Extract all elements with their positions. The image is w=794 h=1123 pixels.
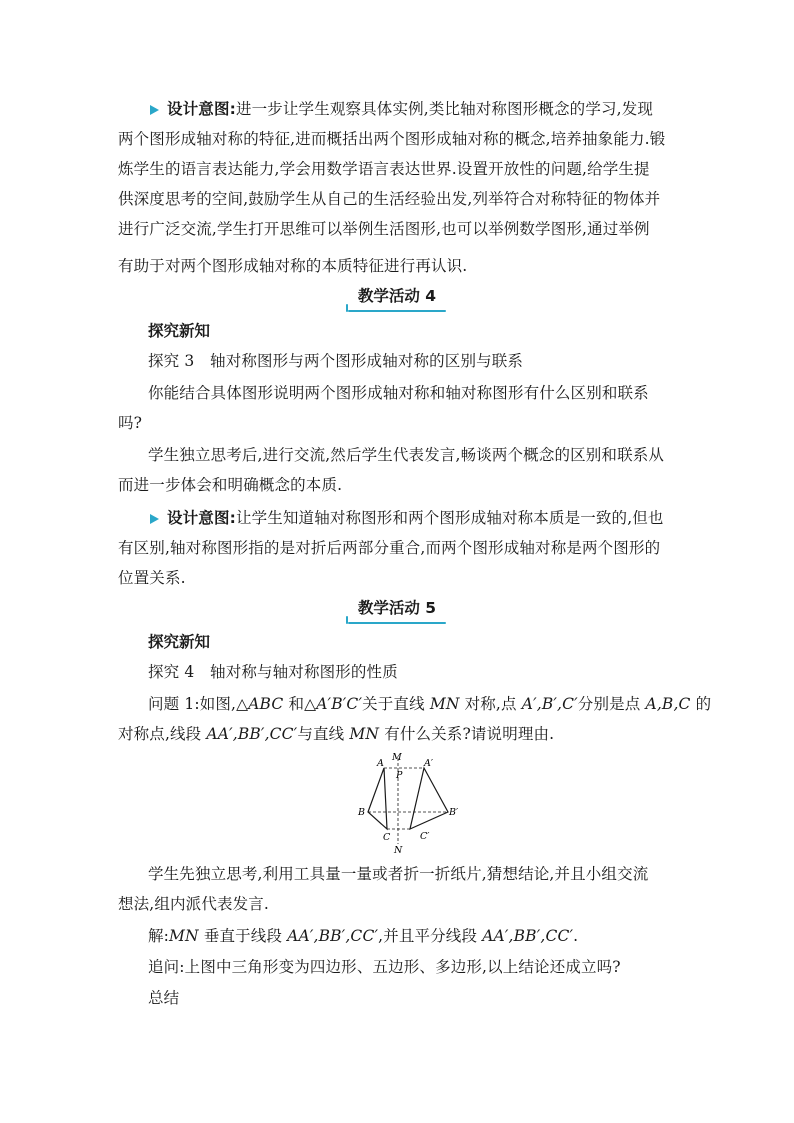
label-a: A (377, 758, 384, 769)
section-title-activity-4: 教学活动 4 (0, 284, 794, 311)
paragraph-line: 吗? (118, 414, 143, 432)
design-intent-note-2: 设计意图:让学生知道轴对称图形和两个图形成轴对称本质是一致的,但也 (150, 503, 720, 533)
paragraph-line: 有区别,轴对称图形指的是对折后两部分重合,而两个图形成轴对称是两个图形的 (118, 539, 661, 557)
paragraph-line: 炼学生的语言表达能力,学会用数学语言表达世界.设置开放性的问题,给学生提 (118, 160, 650, 178)
summary-heading: 总结 (148, 989, 180, 1007)
design-intent-note-1: 设计意图:进一步让学生观察具体实例,类比轴对称图形概念的学习,发现 (150, 94, 720, 124)
paragraph-line: 供深度思考的空间,鼓励学生从自己的生活经验出发,列举符合对称特征的物体并 (118, 190, 661, 208)
label-a1: A′ (424, 758, 434, 769)
label-b: B (358, 807, 365, 818)
label-m: M (392, 752, 402, 763)
section-title-activity-5: 教学活动 5 (0, 596, 794, 623)
followup-question: 追问:上图中三角形变为四边形、五边形、多边形,以上结论还成立吗? (148, 958, 621, 976)
paragraph-line: 想法,组内派代表发言. (118, 895, 270, 913)
label-b1: B′ (449, 807, 459, 818)
paragraph-line: 学生先独立思考,利用工具量一量或者折一折纸片,猜想结论,并且小组交流 (148, 865, 649, 883)
section-heading: 探究新知 (148, 322, 211, 340)
triangle-marker-icon (150, 514, 159, 524)
design-intent-label: 设计意图: (167, 509, 236, 527)
design-intent-label: 设计意图: (167, 100, 236, 118)
paragraph-line: 学生独立思考后,进行交流,然后学生代表发言,畅谈两个概念的区别和联系从 (148, 446, 665, 464)
problem-line-2: 对称点,线段 AA′,BB′,CC′与直线 MN 有什么关系?请说明理由. (118, 725, 555, 743)
label-n: N (394, 845, 403, 856)
paragraph-line: 有助于对两个图形成轴对称的本质特征进行再认识. (118, 257, 468, 275)
triangle-abc (368, 768, 387, 829)
label-c: C (383, 832, 391, 843)
explore-title: 探究 3 轴对称图形与两个图形成轴对称的区别与联系 (148, 352, 524, 370)
explore-title: 探究 4 轴对称与轴对称图形的性质 (148, 663, 398, 681)
label-c1: C′ (420, 831, 430, 842)
paragraph-line: 你能结合具体图形说明两个图形成轴对称和轴对称图形有什么区别和联系 (148, 384, 649, 402)
symmetry-figure (352, 752, 464, 856)
triangle-a1b1c1 (410, 768, 448, 829)
paragraph-line: 而进一步体会和明确概念的本质. (118, 476, 343, 494)
section-heading: 探究新知 (148, 633, 211, 651)
paragraph-line: 进行广泛交流,学生打开思维可以举例生活图形,也可以举例数学图形,通过举例 (118, 220, 650, 238)
paragraph-line: 位置关系. (118, 569, 186, 587)
paragraph-line: 两个图形成轴对称的特征,进而概括出两个图形成轴对称的概念,培养抽象能力.锻 (118, 130, 666, 148)
problem-line-1: 问题 1:如图,△ABC 和△A′B′C′关于直线 MN 对称,点 A′,B′,C′分别是点 A,B,C 的 (148, 695, 712, 713)
label-p: P (396, 770, 403, 781)
solution-line: 解:MN 垂直于线段 AA′,BB′,CC′,并且平分线段 AA′,BB′,CC′. (148, 927, 579, 945)
triangle-marker-icon (150, 105, 159, 115)
